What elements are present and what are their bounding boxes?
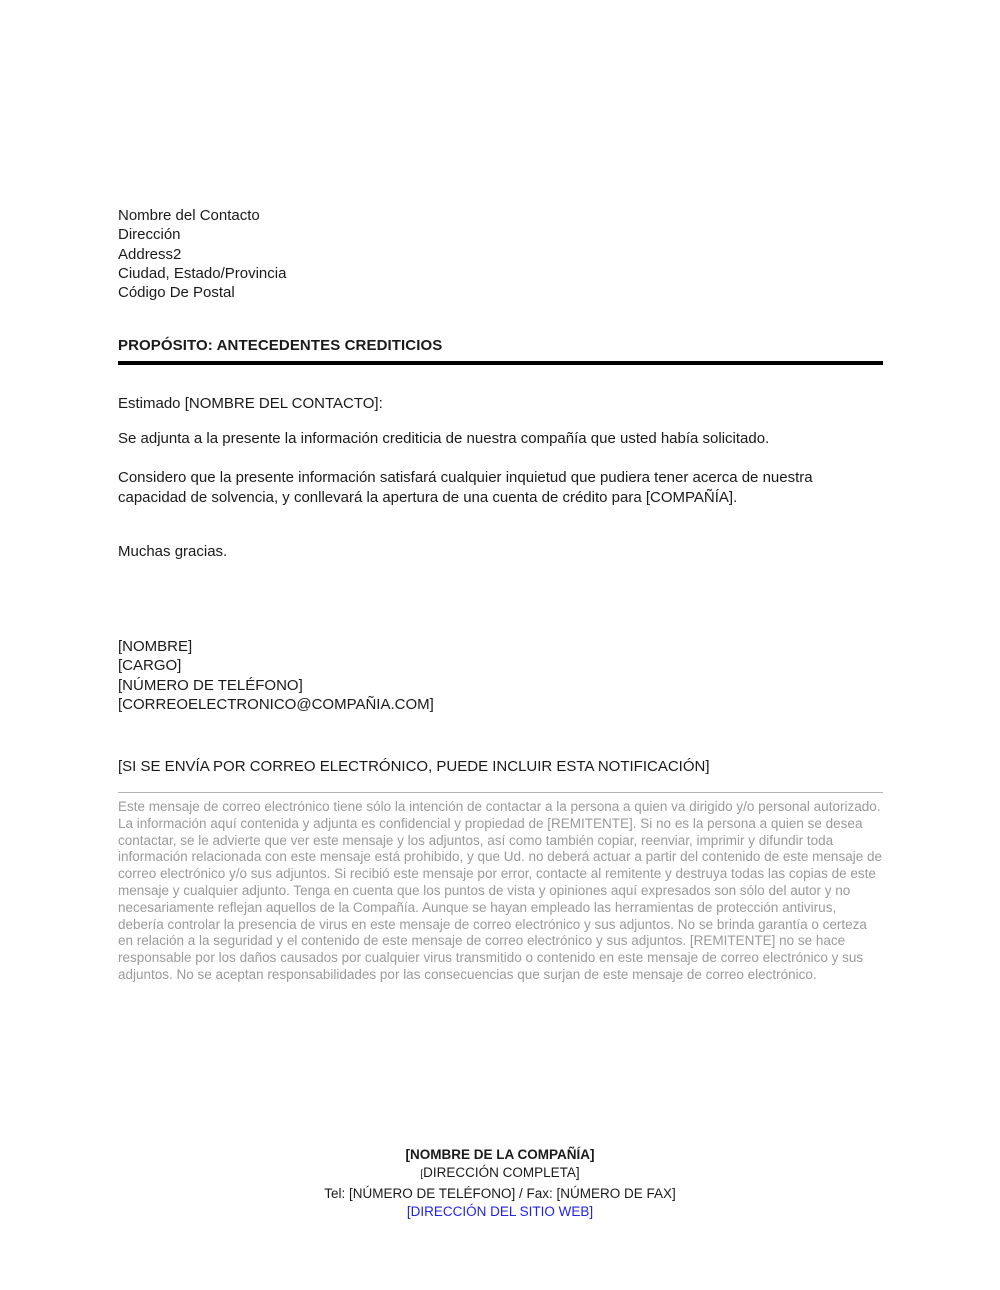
signature-block: [118, 637, 883, 714]
footer-company-name: [NOMBRE DE LA COMPAÑÍA]: [405, 1147, 595, 1162]
signature-email: [CORREOELECTRONICO@COMPAÑIA.COM]: [118, 695, 434, 713]
salutation: Estimado [NOMBRE DEL CONTACTO]:: [118, 395, 383, 412]
footer-phone-fax: Tel: [NÚMERO DE TELÉFONO] / Fax: [NÚMERO DE FAX]: [324, 1185, 676, 1201]
closing: Muchas gracias.: [118, 543, 228, 560]
body-paragraph-2: Considero que la presente información satisfará cualquier inquietud que pudiera tener acerca de nuestra capacidad de solvencia, y conllevará la apertura de una cuenta de crédito para [COMPAÑÍA].: [118, 469, 813, 506]
signature-title: [CARGO]: [118, 657, 182, 675]
recipient-postal-code: Código De Postal: [118, 284, 235, 302]
email-disclaimer-text: Este mensaje de correo electrónico tiene sólo la intención de contactar a la persona a quien va dirigido y/o personal autorizado. La información aquí contenida y adjunta es confidencial y propiedad de [REMITENTE]. Si no es la persona a quien se desea contactar, se le advierte que ver este mensaje y los adjuntos, así como también copiar, reenviar, imprimir y difundir toda información relacionada con este mensaje está prohibido, y que Ud. no deberá actuar a partir del contenido de este mensaje de correo electrónico y/o sus adjuntos. Si recibió este mensaje por error, contacte al remitente y destruya todas las copias de este mensaje y cualquier adjunto. Tenga en cuenta que los puntos de vista y opiniones aquí expresados son sólo del autor y no necesariamente reflejan aquellos de la Compañía. Aunque se hayan empleado las herramientas de protección antivirus, debería controlar la presencia de virus en este mensaje de correo electrónico y sus adjuntos. No se brinda garantía o certeza en relación a la seguridad y el contenido de este mensaje de correo electrónico y sus adjuntos. [REMITENTE] no se hace responsable por los daños causados por cualquier virus transmitido o contenido en este mensaje de correo electrónico y sus adjuntos. No se aceptan responsabilidades por las consecuencias que surjan de este mensaje de correo electrónico.: [118, 799, 882, 982]
subject-rule: [118, 361, 883, 365]
notification-heading: [SI SE ENVÍA POR CORREO ELECTRÓNICO, PUEDE INCLUIR ESTA NOTIFICACIÓN]: [118, 758, 710, 775]
signature-phone: [NÚMERO DE TELÉFONO]: [118, 676, 303, 694]
recipient-address2: Address2: [118, 245, 182, 263]
notification-divider: [118, 792, 883, 793]
recipient-city-state: Ciudad, Estado/Provincia: [118, 264, 287, 282]
footer-address-open-bracket: [: [420, 1169, 424, 1181]
recipient-address: Dirección: [118, 226, 181, 244]
body-paragraph-1: Se adjunta a la presente la información crediticia de nuestra compañía que usted había solicitado.: [118, 430, 770, 447]
signature-name: [NOMBRE]: [118, 638, 193, 655]
subject-title: PROPÓSITO: ANTECEDENTES CREDITICIOS: [118, 337, 443, 354]
recipient-block: [118, 206, 883, 302]
footer-block: [0, 1146, 1000, 1221]
footer-address-text: DIRECCIÓN COMPLETA]: [423, 1165, 580, 1181]
recipient-contact-name: Nombre del Contacto: [118, 207, 260, 224]
footer-address: [0, 1164, 1000, 1184]
footer-website-link[interactable]: [DIRECCIÓN DEL SITIO WEB]: [406, 1203, 594, 1219]
